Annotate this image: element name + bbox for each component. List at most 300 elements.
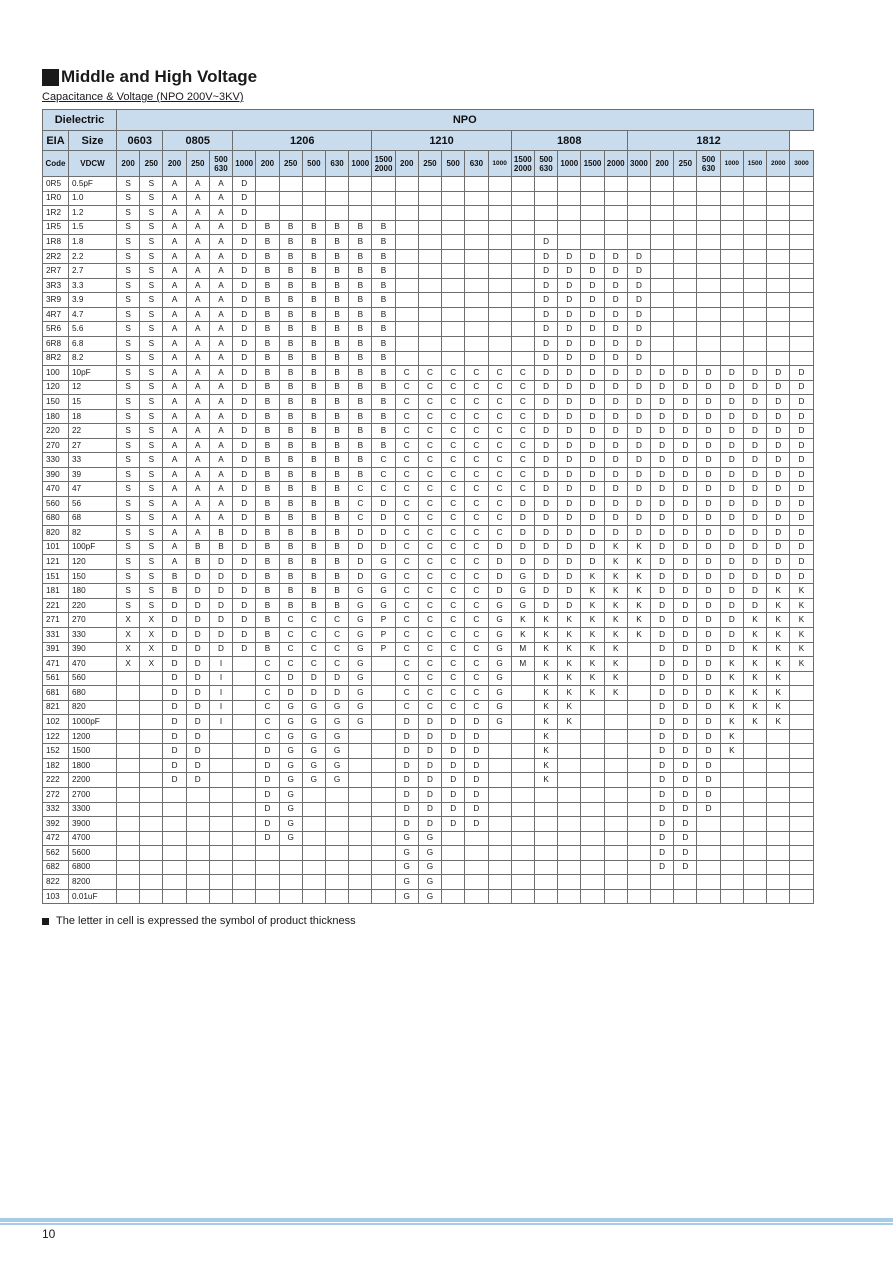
thickness-cell: D (418, 817, 441, 832)
thickness-cell: B (279, 337, 302, 352)
thickness-cell: D (674, 409, 697, 424)
thickness-cell: S (140, 249, 163, 264)
thickness-cell (117, 860, 140, 875)
thickness-cell: C (511, 467, 534, 482)
thickness-cell (674, 351, 697, 366)
thickness-cell: D (651, 366, 674, 381)
thickness-cell: C (256, 700, 279, 715)
thickness-cell: D (697, 787, 720, 802)
thickness-cell: C (279, 642, 302, 657)
code-cell: 120 (43, 380, 69, 395)
thickness-cell (627, 671, 650, 686)
title-block (42, 66, 257, 104)
code-cell: 472 (43, 831, 69, 846)
thickness-cell (349, 846, 372, 861)
thickness-cell (581, 700, 604, 715)
thickness-cell (790, 671, 813, 686)
thickness-cell: B (325, 497, 348, 512)
thickness-cell: D (534, 278, 557, 293)
thickness-cell (325, 787, 348, 802)
thickness-cell: M (511, 657, 534, 672)
thickness-cell: D (674, 424, 697, 439)
thickness-cell: C (418, 409, 441, 424)
thickness-cell: S (117, 337, 140, 352)
thickness-cell: K (604, 540, 627, 555)
thickness-cell (395, 307, 418, 322)
thickness-cell: C (256, 729, 279, 744)
code-cell: 1R2 (43, 206, 69, 221)
thickness-cell: P (372, 627, 395, 642)
thickness-cell (767, 206, 790, 221)
thickness-cell (627, 802, 650, 817)
thickness-cell: C (256, 715, 279, 730)
code-cell: 681 (43, 686, 69, 701)
thickness-cell (349, 817, 372, 832)
thickness-cell: S (140, 366, 163, 381)
thickness-cell: D (720, 584, 743, 599)
thickness-cell: B (302, 220, 325, 235)
thickness-cell: C (442, 395, 465, 410)
thickness-cell: D (743, 380, 766, 395)
thickness-cell: D (697, 657, 720, 672)
capacitance-cell: 68 (69, 511, 117, 526)
thickness-cell (372, 758, 395, 773)
thickness-cell (511, 671, 534, 686)
thickness-cell: D (604, 395, 627, 410)
thickness-cell (743, 293, 766, 308)
thickness-cell: D (627, 424, 650, 439)
thickness-cell (720, 860, 743, 875)
thickness-cell: A (163, 526, 186, 541)
thickness-cell: B (325, 467, 348, 482)
thickness-cell: A (209, 497, 232, 512)
thickness-cell (372, 875, 395, 890)
thickness-cell (674, 307, 697, 322)
thickness-cell (697, 351, 720, 366)
thickness-cell (511, 831, 534, 846)
thickness-cell (117, 817, 140, 832)
thickness-cell: D (163, 598, 186, 613)
thickness-cell: S (117, 191, 140, 206)
thickness-cell (418, 191, 441, 206)
table-row (43, 787, 814, 802)
thickness-cell: G (325, 700, 348, 715)
thickness-cell: K (604, 555, 627, 570)
code-cell: 271 (43, 613, 69, 628)
thickness-cell (743, 802, 766, 817)
thickness-cell: D (233, 191, 256, 206)
thickness-cell (117, 846, 140, 861)
thickness-cell: D (674, 686, 697, 701)
thickness-cell: D (534, 249, 557, 264)
table-row (43, 220, 814, 235)
thickness-cell: D (743, 526, 766, 541)
thickness-cell: C (395, 598, 418, 613)
thickness-cell: S (140, 278, 163, 293)
thickness-cell (302, 831, 325, 846)
thickness-cell: A (163, 511, 186, 526)
thickness-cell: D (697, 569, 720, 584)
table-row (43, 569, 814, 584)
thickness-cell (163, 875, 186, 890)
thickness-cell: C (418, 453, 441, 468)
thickness-cell: C (511, 395, 534, 410)
thickness-cell (767, 220, 790, 235)
capacitance-cell: 270 (69, 613, 117, 628)
table-row (43, 438, 814, 453)
thickness-cell (558, 206, 581, 221)
thickness-cell: D (465, 773, 488, 788)
thickness-cell (117, 729, 140, 744)
thickness-cell (302, 817, 325, 832)
thickness-cell: D (651, 409, 674, 424)
thickness-cell (627, 220, 650, 235)
thickness-cell: D (233, 467, 256, 482)
thickness-cell: D (674, 758, 697, 773)
thickness-cell (720, 322, 743, 337)
thickness-cell (117, 889, 140, 904)
thickness-cell: D (720, 409, 743, 424)
thickness-cell (325, 191, 348, 206)
thickness-cell: D (465, 758, 488, 773)
thickness-cell (488, 758, 511, 773)
thickness-cell: C (418, 482, 441, 497)
thickness-cell (372, 700, 395, 715)
thickness-cell: D (233, 438, 256, 453)
thickness-cell: D (627, 467, 650, 482)
thickness-cell: C (418, 424, 441, 439)
code-cell: 122 (43, 729, 69, 744)
thickness-cell (558, 758, 581, 773)
table-row (43, 875, 814, 890)
thickness-cell (743, 322, 766, 337)
code-cell: 470 (43, 482, 69, 497)
thickness-cell: D (395, 773, 418, 788)
thickness-cell: C (442, 686, 465, 701)
thickness-cell (117, 831, 140, 846)
thickness-cell (743, 787, 766, 802)
thickness-cell: D (604, 482, 627, 497)
thickness-cell: D (651, 598, 674, 613)
thickness-cell: D (651, 831, 674, 846)
thickness-cell: D (558, 424, 581, 439)
thickness-cell: D (395, 802, 418, 817)
thickness-cell: D (558, 264, 581, 279)
thickness-cell (720, 235, 743, 250)
voltage-header: 2000 (767, 151, 790, 177)
thickness-cell (767, 337, 790, 352)
thickness-cell (790, 729, 813, 744)
thickness-cell: B (302, 467, 325, 482)
thickness-cell (581, 875, 604, 890)
thickness-cell: C (372, 482, 395, 497)
thickness-cell (790, 817, 813, 832)
thickness-cell (209, 787, 232, 802)
thickness-cell: A (186, 220, 209, 235)
thickness-cell: K (604, 671, 627, 686)
thickness-cell: S (117, 511, 140, 526)
capacitance-cell: 15 (69, 395, 117, 410)
thickness-cell: D (558, 526, 581, 541)
voltage-header: 500 630 (697, 151, 720, 177)
thickness-cell (558, 744, 581, 759)
code-cell: 561 (43, 671, 69, 686)
thickness-cell (325, 846, 348, 861)
thickness-cell: X (117, 627, 140, 642)
thickness-cell: D (163, 627, 186, 642)
thickness-cell (488, 293, 511, 308)
thickness-cell: D (186, 686, 209, 701)
thickness-cell: D (233, 482, 256, 497)
thickness-cell (233, 875, 256, 890)
thickness-cell: B (349, 322, 372, 337)
capacitance-cell: 33 (69, 453, 117, 468)
thickness-cell (279, 860, 302, 875)
code-cell: 150 (43, 395, 69, 410)
thickness-cell (790, 322, 813, 337)
thickness-cell: C (465, 671, 488, 686)
thickness-cell (442, 177, 465, 192)
thickness-cell: G (488, 642, 511, 657)
thickness-cell: D (651, 627, 674, 642)
thickness-cell: S (140, 206, 163, 221)
thickness-cell (720, 758, 743, 773)
thickness-cell: C (465, 540, 488, 555)
table-row (43, 337, 814, 352)
thickness-cell: A (186, 206, 209, 221)
thickness-cell (465, 249, 488, 264)
thickness-cell (117, 758, 140, 773)
thickness-cell: B (325, 438, 348, 453)
thickness-cell: S (117, 497, 140, 512)
thickness-cell: D (743, 366, 766, 381)
thickness-cell: B (325, 249, 348, 264)
thickness-cell (140, 846, 163, 861)
thickness-cell: D (743, 497, 766, 512)
thickness-cell: S (117, 467, 140, 482)
size-0805: 0805 (163, 131, 233, 151)
thickness-cell (325, 831, 348, 846)
thickness-cell (743, 860, 766, 875)
thickness-cell: G (279, 715, 302, 730)
thickness-cell: A (186, 337, 209, 352)
thickness-cell: B (256, 627, 279, 642)
voltage-header: 1000 (488, 151, 511, 177)
thickness-cell (790, 831, 813, 846)
thickness-cell: K (558, 613, 581, 628)
thickness-cell: A (209, 424, 232, 439)
code-cell: 330 (43, 453, 69, 468)
thickness-cell (743, 177, 766, 192)
thickness-cell: D (534, 453, 557, 468)
thickness-cell: B (279, 366, 302, 381)
thickness-cell: B (279, 598, 302, 613)
thickness-cell (372, 817, 395, 832)
thickness-cell: S (117, 220, 140, 235)
thickness-cell: D (627, 526, 650, 541)
thickness-cell (511, 206, 534, 221)
thickness-cell: B (279, 249, 302, 264)
thickness-cell (209, 758, 232, 773)
thickness-cell: D (465, 787, 488, 802)
thickness-cell: B (256, 366, 279, 381)
thickness-cell: A (163, 235, 186, 250)
thickness-cell: D (511, 497, 534, 512)
thickness-cell (442, 860, 465, 875)
thickness-cell: C (395, 467, 418, 482)
thickness-cell: S (140, 453, 163, 468)
thickness-cell: D (558, 497, 581, 512)
thickness-cell (163, 889, 186, 904)
thickness-cell: A (186, 482, 209, 497)
thickness-cell (186, 860, 209, 875)
capacitance-cell: 27 (69, 438, 117, 453)
thickness-cell: G (349, 700, 372, 715)
thickness-cell: D (534, 569, 557, 584)
thickness-cell: D (767, 380, 790, 395)
thickness-cell: D (349, 555, 372, 570)
thickness-cell (651, 249, 674, 264)
thickness-cell: D (604, 337, 627, 352)
thickness-cell: D (720, 511, 743, 526)
thickness-cell: B (349, 264, 372, 279)
thickness-cell (488, 875, 511, 890)
thickness-cell: C (465, 424, 488, 439)
thickness-cell: C (395, 511, 418, 526)
thickness-cell: S (140, 409, 163, 424)
code-cell: 3R9 (43, 293, 69, 308)
thickness-cell: A (163, 395, 186, 410)
thickness-cell (581, 831, 604, 846)
thickness-cell (790, 860, 813, 875)
thickness-cell: B (302, 249, 325, 264)
thickness-cell: D (558, 337, 581, 352)
thickness-cell: C (442, 627, 465, 642)
size-1808: 1808 (511, 131, 627, 151)
thickness-cell (442, 337, 465, 352)
thickness-cell: A (186, 293, 209, 308)
thickness-cell: D (697, 613, 720, 628)
thickness-cell (418, 278, 441, 293)
thickness-cell (488, 337, 511, 352)
thickness-cell (558, 787, 581, 802)
thickness-cell: A (163, 467, 186, 482)
thickness-cell (743, 817, 766, 832)
voltage-header: 250 (140, 151, 163, 177)
thickness-cell: D (233, 235, 256, 250)
thickness-cell: C (418, 613, 441, 628)
thickness-cell: B (256, 278, 279, 293)
thickness-cell (395, 235, 418, 250)
thickness-cell (209, 773, 232, 788)
thickness-cell (163, 787, 186, 802)
thickness-cell (651, 307, 674, 322)
thickness-cell: G (279, 700, 302, 715)
thickness-cell: B (325, 322, 348, 337)
thickness-cell: S (117, 409, 140, 424)
thickness-cell: D (627, 482, 650, 497)
table-row (43, 293, 814, 308)
capacitance-cell: 820 (69, 700, 117, 715)
thickness-cell (604, 831, 627, 846)
thickness-cell: S (140, 540, 163, 555)
thickness-cell (790, 351, 813, 366)
thickness-cell (720, 787, 743, 802)
thickness-cell: D (651, 773, 674, 788)
thickness-cell: D (674, 380, 697, 395)
code-cell: 101 (43, 540, 69, 555)
thickness-cell (511, 889, 534, 904)
voltage-header: 1500 (581, 151, 604, 177)
thickness-cell (697, 875, 720, 890)
thickness-cell: B (256, 482, 279, 497)
thickness-cell: D (209, 584, 232, 599)
thickness-cell (465, 307, 488, 322)
thickness-cell (743, 889, 766, 904)
thickness-cell (163, 802, 186, 817)
page-number: 10 (42, 1227, 56, 1241)
thickness-cell (767, 831, 790, 846)
thickness-cell: A (163, 424, 186, 439)
thickness-cell: B (302, 380, 325, 395)
thickness-cell (720, 337, 743, 352)
thickness-cell: D (627, 264, 650, 279)
thickness-cell: B (302, 497, 325, 512)
thickness-cell (442, 191, 465, 206)
thickness-cell (488, 351, 511, 366)
thickness-cell (163, 817, 186, 832)
thickness-cell (465, 889, 488, 904)
thickness-cell: C (488, 366, 511, 381)
thickness-cell: D (674, 817, 697, 832)
thickness-cell: B (256, 584, 279, 599)
thickness-cell: D (674, 700, 697, 715)
thickness-cell: S (140, 569, 163, 584)
thickness-cell: K (581, 686, 604, 701)
thickness-cell: D (651, 424, 674, 439)
table-row (43, 191, 814, 206)
thickness-cell (743, 220, 766, 235)
thickness-cell (395, 177, 418, 192)
footer-rule (0, 1218, 893, 1226)
thickness-cell: D (534, 467, 557, 482)
thickness-cell: C (465, 482, 488, 497)
code-cell: 272 (43, 787, 69, 802)
thickness-cell (720, 889, 743, 904)
thickness-cell: D (697, 511, 720, 526)
thickness-cell: D (604, 264, 627, 279)
thickness-cell: D (790, 555, 813, 570)
thickness-cell: D (604, 278, 627, 293)
thickness-cell: B (256, 569, 279, 584)
thickness-cell: B (349, 307, 372, 322)
thickness-cell: D (442, 729, 465, 744)
thickness-cell: B (279, 409, 302, 424)
thickness-cell: C (395, 453, 418, 468)
thickness-cell (511, 758, 534, 773)
thickness-cell: B (279, 540, 302, 555)
thickness-cell (418, 220, 441, 235)
thickness-cell: B (302, 278, 325, 293)
thickness-cell: D (186, 715, 209, 730)
thickness-cell: D (534, 264, 557, 279)
thickness-cell (558, 773, 581, 788)
thickness-cell (558, 831, 581, 846)
thickness-cell: B (302, 569, 325, 584)
thickness-cell (465, 337, 488, 352)
thickness-cell (767, 802, 790, 817)
thickness-cell: C (325, 613, 348, 628)
